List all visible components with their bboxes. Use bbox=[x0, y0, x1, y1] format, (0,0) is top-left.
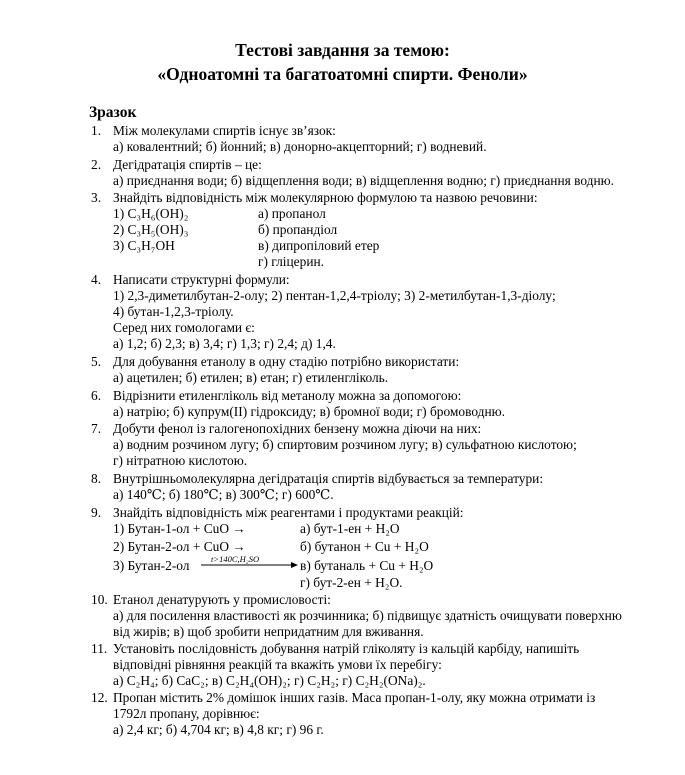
product-option: г) бут-2-ен + H₂O. bbox=[300, 575, 403, 590]
reagent-item: 1) Бутан-1-ол + CuO → bbox=[113, 521, 246, 536]
answer-options: а) 2,4 кг; б) 4,704 кг; в) 4,8 кг; г) 96 г. bbox=[113, 722, 324, 737]
name-option: г) гліцерин. bbox=[258, 254, 324, 269]
question-text: Знайдіть відповідність між реагентами і продуктами реакцій: bbox=[113, 505, 464, 520]
answer-options: а) водним розчином лугу; б) спиртовим розчином лугу; в) сульфатною кислотою; bbox=[113, 437, 577, 452]
question-number: 6. bbox=[91, 388, 102, 403]
formula-item: 2) C₃H₅(OH)₃ bbox=[113, 222, 189, 237]
answer-options: а) для посилення властивості як розчинника; б) підвищує здатність очищувати поверхню bbox=[113, 608, 622, 623]
name-option: в) дипропіловий етер bbox=[258, 238, 380, 253]
answer-line: 1792л пропану, дорівнює: bbox=[113, 706, 260, 721]
answer-options: від жирів; в) щоб зробити непридатним для вживання. bbox=[113, 624, 424, 639]
question-number: 1. bbox=[91, 123, 102, 138]
answer-options: а) 140℃; б) 180℃; в) 300℃; г) 600℃. bbox=[113, 487, 334, 502]
document-title-line1: Тестові завдання за темою: bbox=[235, 40, 450, 60]
question-number: 10. bbox=[91, 592, 108, 607]
question-text: Відрізнити етиленгліколь від метанолу можна за допомогою: bbox=[113, 388, 462, 403]
answer-options: а) 1,2; б) 2,3; в) 3,4; г) 1,3; г) 2,4; д) 1,4. bbox=[113, 336, 336, 351]
answer-options: г) нітратною кислотою. bbox=[113, 453, 248, 468]
section-header: Зразок bbox=[89, 104, 137, 121]
product-option: б) бутанон + Cu + H₂O bbox=[300, 539, 429, 554]
question-number: 8. bbox=[91, 471, 102, 486]
name-option: а) пропанол bbox=[258, 206, 326, 221]
question-text: Добути фенол із галогенопохідних бензену можна діючи на них: bbox=[113, 421, 482, 436]
reagent-item: 3) Бутан-2-ол bbox=[113, 558, 190, 573]
name-option: б) пропандіол bbox=[258, 222, 338, 237]
question-number: 5. bbox=[91, 354, 102, 369]
question-text: Знайдіть відповідність між молекулярною формулою та назвою речовини: bbox=[113, 190, 538, 205]
question-text: Між молекулами спиртів існує зв’язок: bbox=[113, 123, 336, 138]
document-title-line2: «Одноатомні та багатоатомні спирти. Феноли» bbox=[157, 64, 528, 84]
question-number: 4. bbox=[91, 272, 102, 287]
formula-item: 3) C₃H₇OH bbox=[113, 238, 175, 253]
formula-item: 1) C₃H₆(OH)₂ bbox=[113, 206, 189, 221]
answer-options: а) C₂H₄; б) CaC₂; в) C₂H₄(OH)₂; г) C₂H₂; г) C₂H₂(ONa)₂. bbox=[113, 673, 426, 688]
question-number: 11. bbox=[91, 641, 108, 656]
question-number: 7. bbox=[91, 421, 102, 436]
question-number: 2. bbox=[91, 157, 102, 172]
reagent-item: 2) Бутан-2-ол + CuO → bbox=[113, 539, 246, 554]
question-text: Внутрішньомолекулярна дегідратація спиртів відбувається за температури: bbox=[113, 471, 544, 486]
answer-options: а) приєднання води; б) відщеплення води; в) відщеплення водню; г) приєднання водню. bbox=[113, 173, 614, 188]
reaction-arrow bbox=[199, 554, 299, 572]
answer-line: відповідні рівняння реакцій та вкажіть умови їх перебігу: bbox=[113, 657, 442, 672]
product-option: в) бутаналь + Cu + H₂O bbox=[300, 558, 434, 573]
question-number: 9. bbox=[91, 505, 102, 520]
question-text: Етанол денатурують у промисловості: bbox=[113, 592, 331, 607]
question-number: 3. bbox=[91, 190, 102, 205]
answer-line: 4) бутан-1,2,3-тріолу. bbox=[113, 304, 234, 319]
answer-options: а) ацетилен; б) етилен; в) етан; г) етиленгліколь. bbox=[113, 370, 389, 385]
question-text: Дегідратація спиртів – це: bbox=[113, 157, 262, 172]
answer-line: Серед них гомологами є: bbox=[113, 320, 255, 335]
question-number: 12. bbox=[91, 690, 108, 705]
answer-options: а) ковалентний; б) йонний; в) донорно-акцепторний; г) водневий. bbox=[113, 139, 487, 154]
answer-options: а) натрію; б) купрум(ІІ) гідроксиду; в) бромної води; г) бромоводню. bbox=[113, 404, 505, 419]
question-text: Для добування етанолу в одну стадію потрібно використати: bbox=[113, 354, 460, 369]
answer-line: 1) 2,3-диметилбутан-2-олу; 2) пентан-1,2,4-тріолу; 3) 2-метилбутан-1,3-діолу; bbox=[113, 288, 556, 303]
product-option: а) бут-1-ен + H₂O bbox=[300, 521, 400, 536]
question-text: Установіть послідовність добування натрій гліколяту із кальцій карбіду, напишіть bbox=[113, 641, 580, 656]
question-text: Пропан містить 2% домішок інших газів. Маса пропан-1-олу, яку можна отримати із bbox=[113, 690, 596, 705]
reaction-conditions: t>140C,H₂SO bbox=[211, 554, 260, 564]
question-text: Написати структурні формули: bbox=[113, 272, 290, 287]
arrow-icon bbox=[199, 554, 299, 572]
